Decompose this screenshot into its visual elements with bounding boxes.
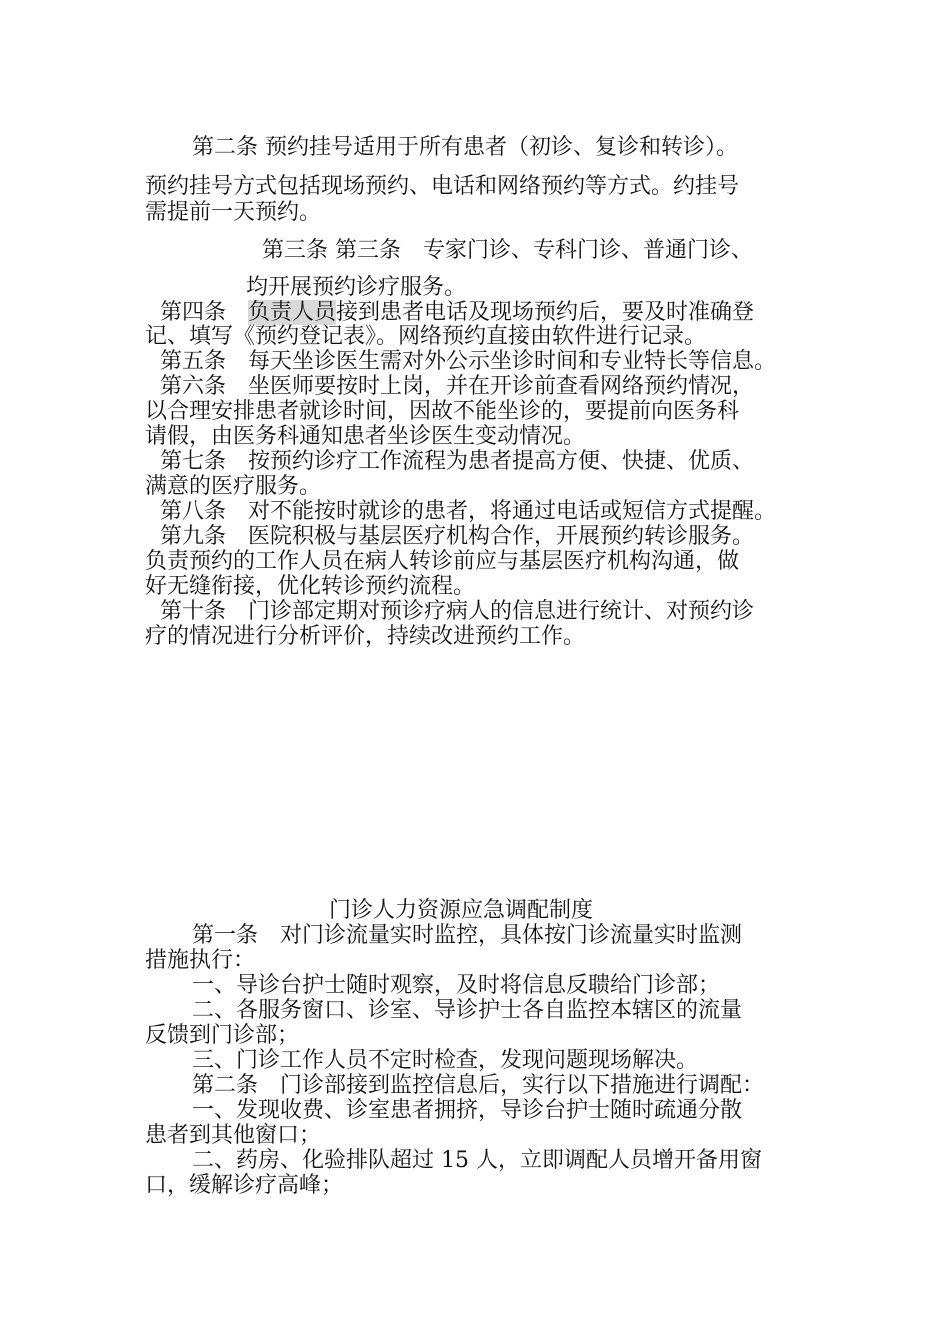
body-line-10: 二、药房、化验排队超过 15 人，立即调配人员增开备用窗 <box>192 1148 762 1173</box>
article-4-line-2: 记、填写《预约登记表》。网络预约直接由软件进行记录。 <box>145 324 707 349</box>
article-6-line-1: 第六条 坐医师要按时上岗，并在开诊前查看网络预约情况， <box>160 374 755 399</box>
article-4-label: 第四条 <box>160 300 227 325</box>
body-line-4: 二、各服务窗口、诊室、导诊护士各自监控本辖区的流量 <box>192 998 743 1023</box>
article-9-line-2: 负责预约的工作人员在病人转诊前应与基层医疗机构沟通，做 <box>145 549 740 574</box>
article-10-line-2: 疗的情况进行分析评价，持续改进预约工作。 <box>145 624 586 649</box>
article-10-line-1: 第十条 门诊部定期对预诊疗病人的信息进行统计、对预约诊 <box>160 599 755 624</box>
article-3-line-2: 均开展预约诊疗服务。 <box>246 275 467 300</box>
article-2-body-line-1: 预约挂号方式包括现场预约、电话和网络预约等方式。约挂号 <box>145 174 740 199</box>
body-line-5: 反馈到门诊部； <box>145 1023 300 1048</box>
article-5: 第五条 每天坐诊医生需对外公示坐诊时间和专业特长等信息。 <box>160 349 777 374</box>
article-8: 第八条 对不能按时就诊的患者，将通过电话或短信方式提醒。 <box>160 499 777 524</box>
body-line-6: 三、门诊工作人员不定时检查，发现问题现场解决。 <box>192 1048 699 1073</box>
body-line-7: 第二条 门诊部接到监控信息后，实行以下措施进行调配： <box>192 1073 765 1098</box>
section-title: 门诊人力资源应急调配制度 <box>329 898 594 923</box>
article-9-line-1: 第九条 医院积极与基层医疗机构合作，开展预约转诊服务。 <box>160 524 755 549</box>
article-4-line-1 <box>160 300 754 326</box>
highlighted-text: 负责人员 <box>248 300 337 325</box>
body-line-2: 措施执行： <box>145 948 256 973</box>
article-9-line-3: 好无缝衔接，优化转诊预约流程。 <box>145 574 476 599</box>
article-6-line-3: 请假，由医务科通知患者坐诊医生变动情况。 <box>145 424 586 449</box>
article-4-text: 接到患者电话及现场预约后，要及时准确登 <box>336 300 755 325</box>
article-2-body-line-2: 需提前一天预约。 <box>145 200 322 225</box>
article-7-line-2: 满意的医疗服务。 <box>145 474 322 499</box>
body-line-8: 一、发现收费、诊室患者拥挤，导诊台护士随时疏通分散 <box>192 1098 743 1123</box>
article-6-line-2: 以合理安排患者就诊时间，因故不能坐诊的，要提前向医务科 <box>145 399 740 424</box>
article-3-line-1: 第三条 第三条 专家门诊、专科门诊、普通门诊、 <box>262 238 753 263</box>
article-7-line-1: 第七条 按预约诊疗工作流程为患者提高方便、快捷、优质、 <box>160 449 755 474</box>
article-2-heading: 第二条 预约挂号适用于所有患者（初诊、复诊和转诊）。 <box>192 135 738 160</box>
spacer <box>226 300 248 325</box>
body-line-11: 口，缓解诊疗高峰； <box>145 1173 344 1198</box>
body-line-9: 患者到其他窗口； <box>145 1123 322 1148</box>
body-line-3: 一、导诊台护士随时观察，及时将信息反聩给门诊部； <box>192 973 721 998</box>
body-line-1: 第一条 对门诊流量实时监控，具体按门诊流量实时监测 <box>192 923 743 948</box>
